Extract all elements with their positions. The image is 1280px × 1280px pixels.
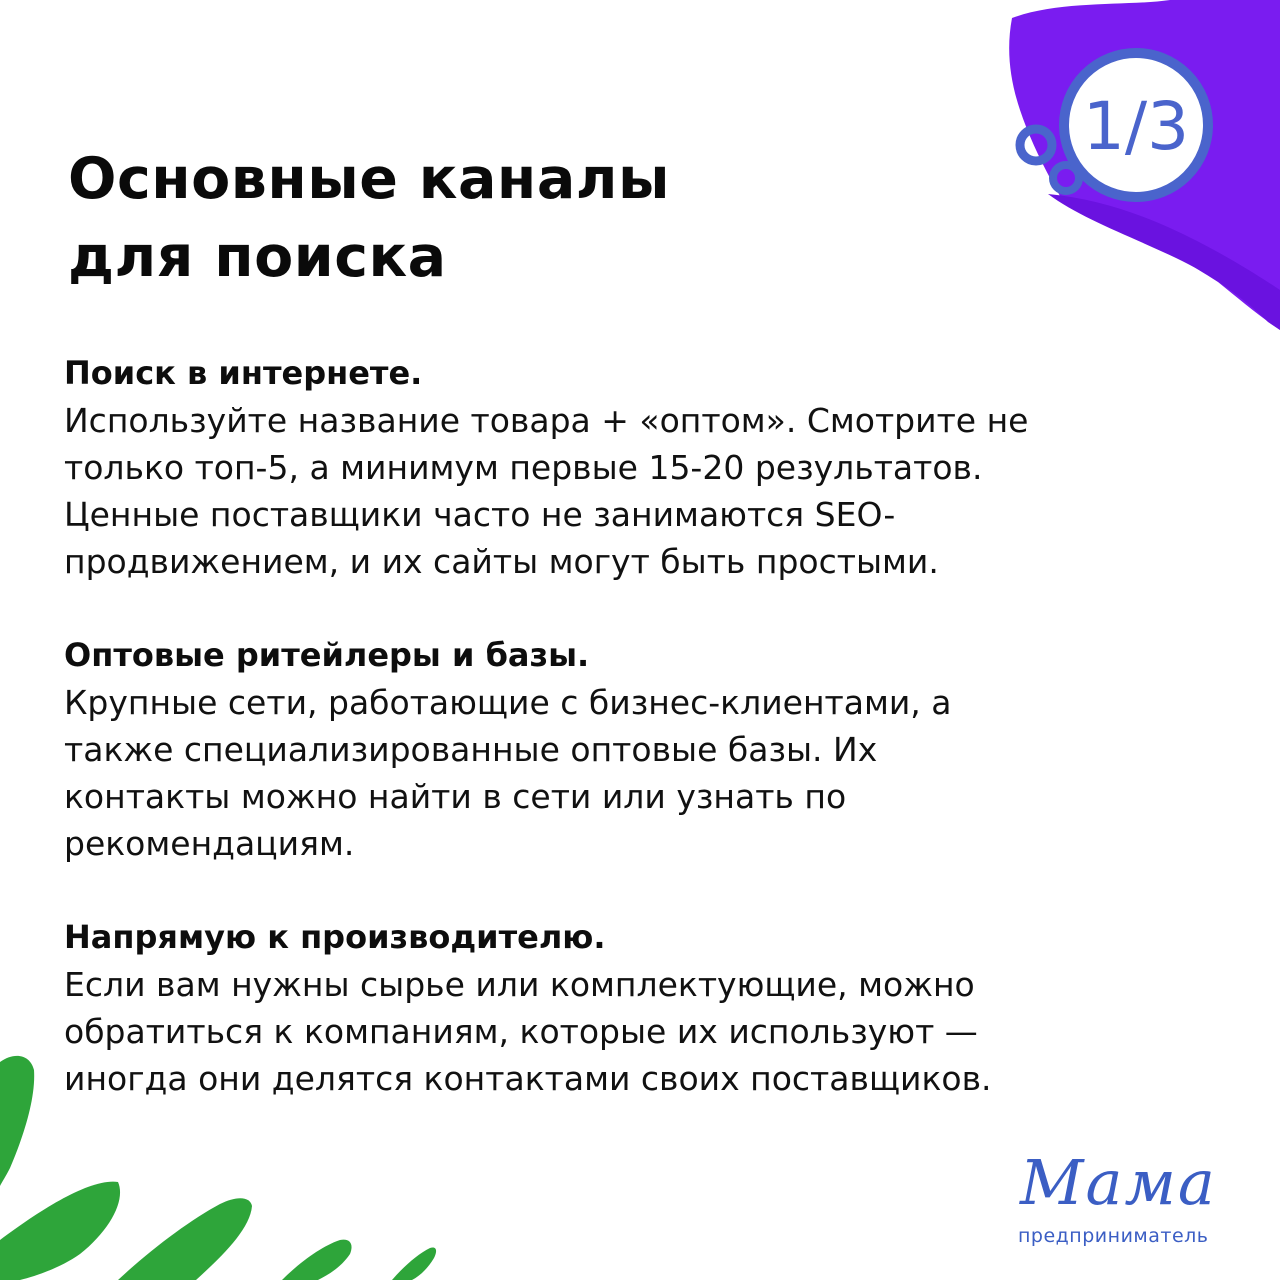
section-body-line: Ценные поставщики часто не занимаются SEO-	[64, 495, 896, 534]
section-body-line: Используйте название товара + «оптом». Смотрите не	[64, 401, 1029, 440]
section-wholesale-retailers	[64, 632, 1224, 867]
section-heading: Поиск в интернете.	[64, 354, 423, 392]
section-body	[64, 961, 1224, 1102]
section-body-line: только топ-5, а минимум первые 15-20 результатов.	[64, 448, 983, 487]
section-body	[64, 397, 1224, 585]
green-leaf-2	[0, 1182, 120, 1280]
section-body-line: Если вам нужны сырье или комплектующие, можно	[64, 965, 975, 1004]
section-body-line: контакты можно найти в сети или узнать по	[64, 777, 847, 816]
brand-logo-word: Мама	[1020, 1146, 1217, 1219]
green-leaf-5	[392, 1247, 436, 1280]
section-direct-manufacturer	[64, 914, 1224, 1102]
green-leaf-1	[0, 1056, 34, 1186]
section-heading: Оптовые ритейлеры и базы.	[64, 636, 590, 674]
section-body-line: рекомендациям.	[64, 824, 355, 863]
section-body-line: продвижением, и их сайты могут быть простыми.	[64, 542, 939, 581]
section-body-line: иногда они делятся контактами своих поставщиков.	[64, 1059, 992, 1098]
green-leaf-4	[282, 1240, 352, 1280]
page-title-line-1: Основные каналы	[68, 146, 671, 212]
section-body-line: обратиться к компаниям, которые их используют —	[64, 1012, 978, 1051]
brand-logo-subtitle: предприниматель	[1018, 1225, 1209, 1247]
page-title-line-2: для поиска	[68, 224, 447, 290]
section-heading: Напрямую к производителю.	[64, 918, 606, 956]
section-body-line: также специализированные оптовые базы. Их	[64, 730, 878, 769]
content-sections	[64, 350, 1224, 1149]
section-internet-search	[64, 350, 1224, 585]
page-title	[68, 140, 670, 296]
green-leaf-3	[118, 1198, 252, 1280]
page-badge-text: 1/3	[1082, 88, 1190, 165]
section-body	[64, 679, 1224, 867]
section-body-line: Крупные сети, работающие с бизнес-клиентами, а	[64, 683, 952, 722]
